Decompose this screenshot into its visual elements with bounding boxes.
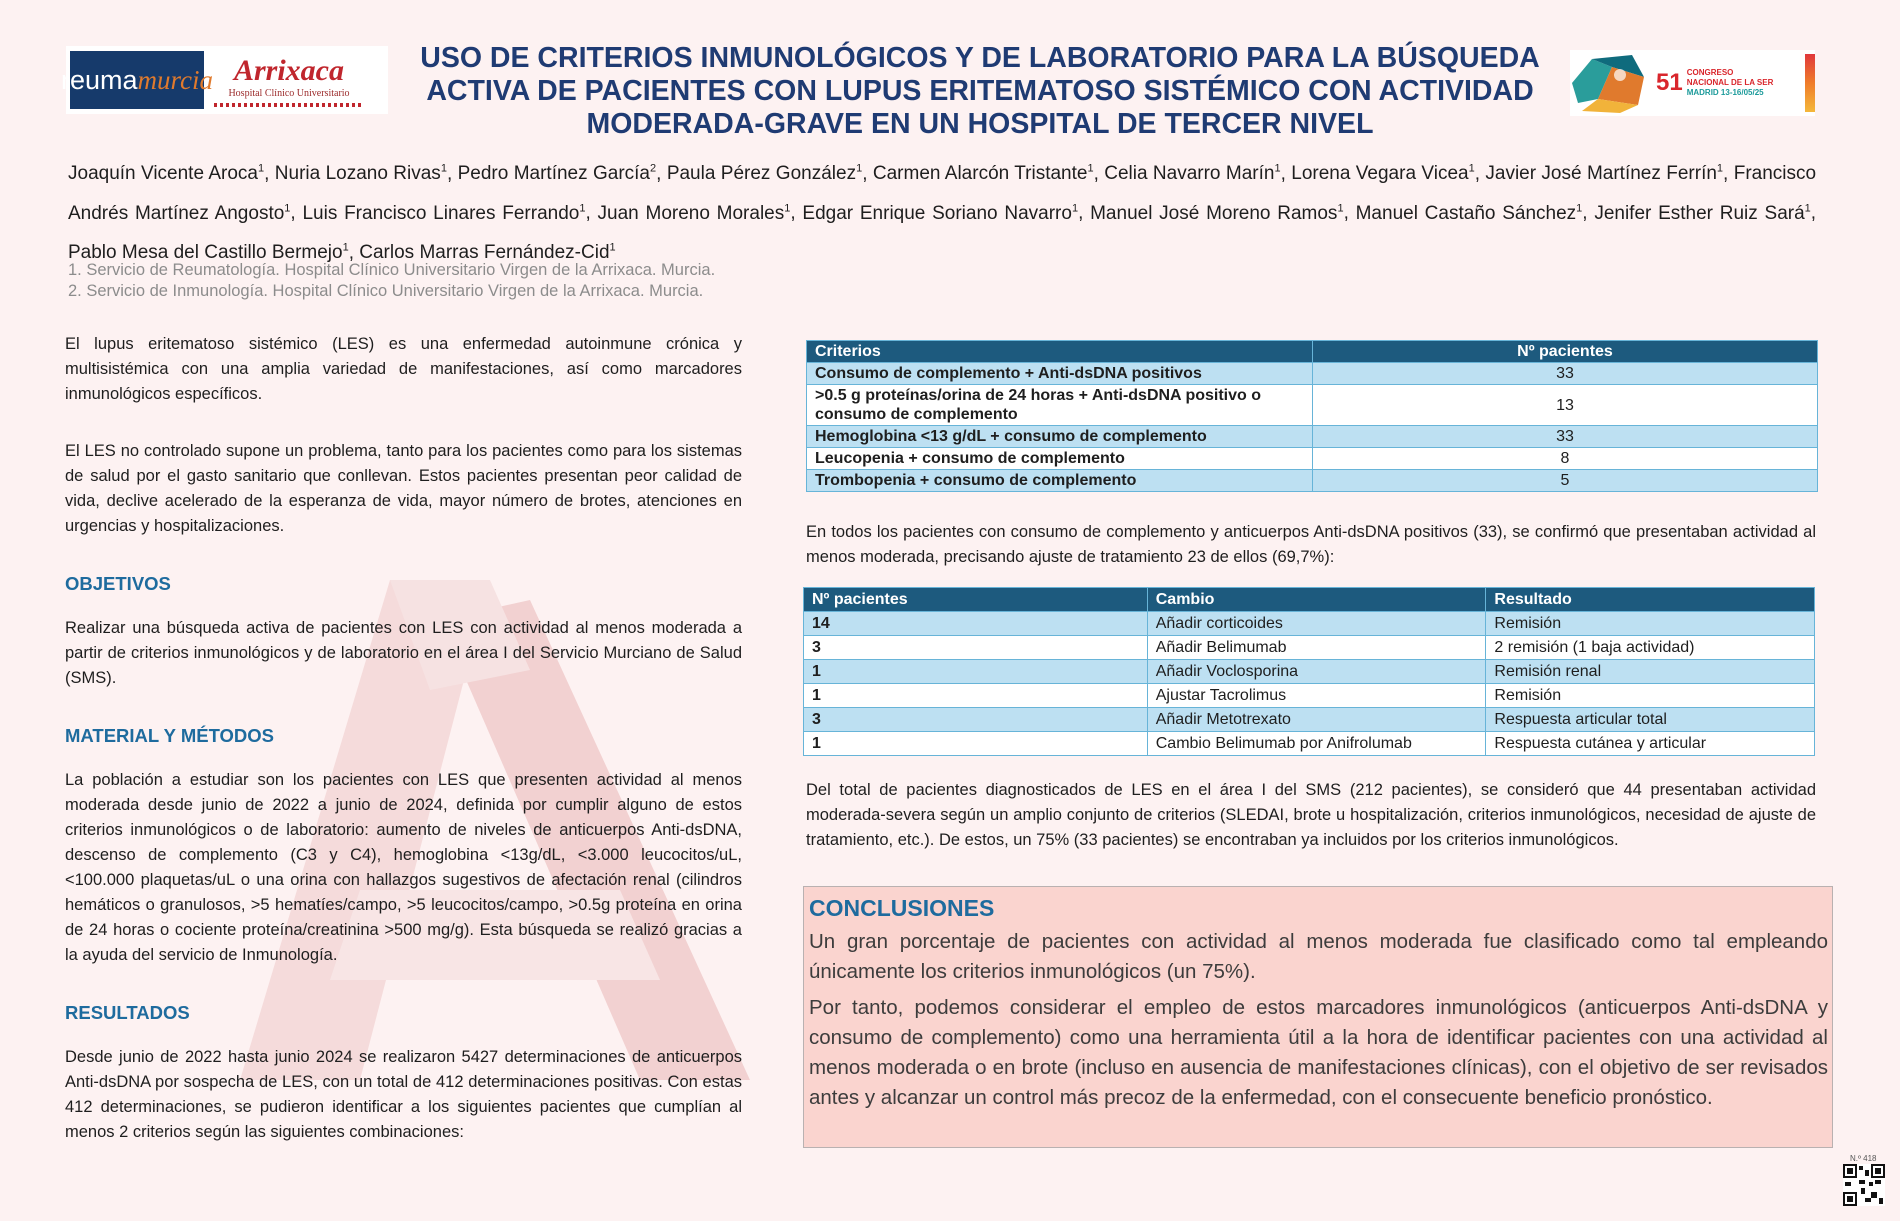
author-list: Joaquín Vicente Aroca$^1$, Nuria Lozano Rivas$^1$, Pedro Martínez García$^2$, Paula Pérez González$^1$, Carmen Alarcón Tristante$^1$, Celia Navarro Marín$^1$, Lorena Vegara Vicea$^1$, Javier José Martínez Ferrín$^1$, Francisco Andrés Martínez Angosto$^1$, Luis Francisco Linares Ferrando$^1$, Juan Moreno Morales$^1$, Edgar Enrique Soriano Navarro$^1$, Manuel José Moreno Ramos$^1$, Manuel Castaño Sánchez$^1$, Jenifer Esther Ruiz Sará$^1$, Pablo Mesa del Castillo Bermejo$^1$, Carlos Marras Fernández-Cid$^1$ bbox=[68, 163, 1817, 263]
author-name-text: Edgar Enrique Soriano Navarro bbox=[802, 202, 1072, 224]
author-affiliation-marker: 1 bbox=[1274, 163, 1281, 175]
patients-cell: 1 bbox=[804, 660, 1148, 684]
criteria-header-pacientes: Nº pacientes bbox=[1313, 341, 1818, 363]
author-name-text: Javier José Martínez Ferrín bbox=[1485, 163, 1717, 185]
author-affiliation-marker: 1 bbox=[609, 241, 616, 254]
author-name-text: Celia Navarro Marín bbox=[1104, 163, 1275, 185]
congress-emblem-icon bbox=[1572, 53, 1650, 113]
congress-line2: NACIONAL DE LA SER bbox=[1686, 78, 1774, 87]
table-row bbox=[807, 363, 1818, 385]
metodos-text: La población a estudiar son los pacientes con LES que presenten actividad al menos moderada desde junio de 2022 a junio de 2024, definida por cumplir alguno de estos criterios inmunológicos o de laboratorio: aumento de niveles de anticuerpos Anti-dsDNA, descenso de complemento (C3 y C4), hemoglobina <13g/dL, <3.000 leucocitos/uL, <100.000 plaquetas/uL o una orina con hallazgos sugestivos de afectación renal (cilindros hemáticos o granulosos, >5 hematíes/campo, >5 leucocitos/campo, >0.5g proteína en orina de 24 horas o cociente proteína/creatinina >500 mg/g). Esta búsqueda se realizó gracias a la ayuda del servicio de Inmunología. bbox=[65, 771, 742, 964]
author-name bbox=[873, 163, 1094, 184]
author-affiliation-marker: 1 bbox=[258, 163, 265, 175]
treatment-table bbox=[803, 587, 1815, 756]
author-name bbox=[1090, 203, 1343, 224]
author-affiliation-marker: 1 bbox=[1468, 163, 1475, 175]
criteria-table-header bbox=[807, 341, 1818, 363]
author-name-text: Lorena Vegara Vicea bbox=[1291, 163, 1469, 185]
institution-logos bbox=[60, 46, 388, 114]
criteria-cell: Trombopenia + consumo de complemento bbox=[807, 470, 1313, 492]
left-column bbox=[65, 332, 742, 1177]
author-affiliation-marker: 1 bbox=[856, 163, 863, 175]
author-name bbox=[275, 163, 447, 184]
criteria-cell: Leucopenia + consumo de complemento bbox=[807, 448, 1313, 470]
author-affiliation-marker: 1 bbox=[284, 202, 291, 215]
patients-cell: 3 bbox=[804, 636, 1148, 660]
arrixaca-logo bbox=[214, 54, 364, 107]
result-cell: Respuesta articular total bbox=[1486, 708, 1815, 732]
conclusions-paragraph-1: Un gran porcentaje de pacientes con actividad al menos moderada fue clasificado como tal empleando únicamente los criterios inmunológicos (un 75%). bbox=[809, 930, 1828, 983]
table-row bbox=[804, 708, 1815, 732]
author-name bbox=[1291, 163, 1474, 184]
patients-cell: 14 bbox=[804, 612, 1148, 636]
intro-paragraph-1: El lupus eritematoso sistémico (LES) es una enfermedad autoinmune crónica y multisistémica con una amplia variedad de manifestaciones, así como marcadores inmunológicos específicos. bbox=[65, 335, 742, 403]
criteria-cell: >0.5 g proteínas/orina de 24 horas + Anti-dsDNA positivo o consumo de complemento bbox=[807, 385, 1313, 426]
table-row bbox=[804, 612, 1815, 636]
reuma-logo-accent: murcia bbox=[137, 64, 214, 95]
result-cell: Remisión bbox=[1486, 612, 1815, 636]
congress-line1: CONGRESO bbox=[1686, 68, 1734, 77]
author-affiliation-marker: 1 bbox=[440, 163, 447, 175]
affiliation-1: 1. Servicio de Reumatología. Hospital Clínico Universitario Virgen de la Arrixaca. Murcia. bbox=[68, 261, 716, 279]
count-cell: 8 bbox=[1313, 448, 1818, 470]
affiliation-2: 2. Servicio de Inmunología. Hospital Clínico Universitario Virgen de la Arrixaca. Murcia. bbox=[68, 282, 704, 300]
treatment-header-cambio: Cambio bbox=[1147, 588, 1486, 612]
author-name bbox=[667, 163, 862, 184]
intro-paragraph-2: El LES no controlado supone un problema, tanto para los pacientes como para los sistemas de salud por el gasto sanitario que conllevan. Estos pacientes presentan peor calidad de vida, declive acelerado de la esperanza de vida, mayor número de brotes, atenciones en urgencias y hospitalizaciones. bbox=[65, 442, 742, 535]
results-paragraph-1: En todos los pacientes con consumo de complemento y anticuerpos Anti-dsDNA positivos (33), se confirmó que presentaban actividad al menos moderada, precisando ajuste de tratamiento 23 de ellos (69,7%): bbox=[806, 523, 1816, 566]
change-cell: Cambio Belimumab por Anifrolumab bbox=[1147, 732, 1486, 756]
objetivos-text: Realizar una búsqueda activa de pacientes con LES con actividad al menos moderada a partir de criterios inmunológicos y de laboratorio en el área I del Servicio Murciano de Salud (SMS). bbox=[65, 619, 742, 687]
author-affiliation-marker: 1 bbox=[342, 241, 349, 254]
author-name-text: Joaquín Vicente Aroca bbox=[68, 163, 258, 185]
results-paragraph-2: Del total de pacientes diagnosticados de LES en el área I del SMS (212 pacientes), se consideró que 44 presentaban actividad moderada-severa según un amplio conjunto de criterios (SLEDAI, brote u hospitalización, criterios inmunológicos, necesidad de ajuste de tratamiento, etc.). De estos, un 75% (33 pacientes) se encontraban ya incluidos por los criterios inmunológicos. bbox=[806, 781, 1816, 849]
count-cell: 5 bbox=[1313, 470, 1818, 492]
author-name bbox=[68, 163, 264, 184]
change-cell: Añadir corticoides bbox=[1147, 612, 1486, 636]
author-name-text: Francisco Andrés Martínez Angosto bbox=[68, 163, 1817, 224]
criteria-table bbox=[806, 340, 1818, 492]
table-row bbox=[807, 426, 1818, 448]
author-name bbox=[802, 203, 1078, 224]
reuma-logo-text: reuma bbox=[60, 64, 138, 95]
criteria-header-criterios: Criterios bbox=[807, 341, 1313, 363]
count-cell: 33 bbox=[1313, 426, 1818, 448]
resultados-text: Desde junio de 2022 hasta junio 2024 se realizaron 5427 determinaciones de anticuerpos Anti-dsDNA por sospecha de LES, con un total de 412 determinaciones positivas. Con estas 412 determinaciones, se pudieron identificar a los siguientes pacientes que cumplían al menos 2 criterios según las siguientes combinaciones: bbox=[65, 1048, 742, 1141]
author-name bbox=[598, 203, 791, 224]
criteria-cell: Consumo de complemento + Anti-dsDNA positivos bbox=[807, 363, 1313, 385]
congress-logo-edge bbox=[1805, 54, 1815, 112]
table-row bbox=[804, 684, 1815, 708]
metodos-heading: MATERIAL Y MÉTODOS bbox=[65, 725, 275, 746]
patients-cell: 1 bbox=[804, 684, 1148, 708]
poster-number: N.º 418 bbox=[1850, 1154, 1877, 1163]
patients-cell: 3 bbox=[804, 708, 1148, 732]
conclusions-heading: CONCLUSIONES bbox=[809, 895, 995, 921]
table-row bbox=[807, 385, 1818, 426]
reuma-murcia-logo bbox=[60, 51, 214, 109]
conclusions-paragraph-2: Por tanto, podemos considerar el empleo de estos marcadores inmunológicos (anticuerpos Anti-dsDNA y consumo de complemento) como una herramienta útil a la hora de identificar pacientes con una actividad al menos moderada o en brote (incluso en ausencia de manifestaciones clínicas), con el objetivo de ser revisados antes y alcanzar un control más precoz de la enfermedad, con el consecuente beneficio pronóstico. bbox=[809, 996, 1828, 1109]
author-name bbox=[1104, 163, 1280, 184]
result-cell: Respuesta cutánea y articular bbox=[1486, 732, 1815, 756]
congress-logo bbox=[1570, 50, 1815, 116]
result-cell: Remisión renal bbox=[1486, 660, 1815, 684]
author-name-text: Juan Moreno Morales bbox=[597, 202, 785, 224]
author-affiliation-marker: 1 bbox=[1576, 202, 1583, 215]
change-cell: Ajustar Tacrolimus bbox=[1147, 684, 1486, 708]
criteria-cell: Hemoglobina <13 g/dL + consumo de complemento bbox=[807, 426, 1313, 448]
result-cell: 2 remisión (1 baja actividad) bbox=[1486, 636, 1815, 660]
affiliations bbox=[68, 260, 715, 302]
objetivos-heading: OBJETIVOS bbox=[65, 573, 171, 594]
author-affiliation-marker: 1 bbox=[1087, 163, 1094, 175]
author-name bbox=[458, 163, 657, 184]
author-name-text: Paula Pérez González bbox=[666, 163, 857, 185]
change-cell: Añadir Belimumab bbox=[1147, 636, 1486, 660]
author-name bbox=[1594, 203, 1810, 224]
congress-number: 51 bbox=[1656, 69, 1683, 96]
author-affiliation-marker: 1 bbox=[784, 202, 791, 215]
qr-code-icon[interactable] bbox=[1843, 1164, 1885, 1206]
author-name-text: Jenifer Esther Ruiz Sará bbox=[1594, 202, 1805, 224]
author-name-text: Luis Francisco Linares Ferrando bbox=[302, 202, 580, 224]
change-cell: Añadir Voclosporina bbox=[1147, 660, 1486, 684]
poster-title: USO DE CRITERIOS INMUNOLÓGICOS Y DE LABORATORIO PARA LA BÚSQUEDA ACTIVA DE PACIENTES CON LUPUS ERITEMATOSO SISTÉMICO CON ACTIVIDAD MODERADA-GRAVE EN UN HOSPITAL DE TERCER NIVEL bbox=[420, 42, 1540, 140]
author-affiliation-marker: 2 bbox=[650, 163, 657, 175]
count-cell: 13 bbox=[1313, 385, 1818, 426]
author-name-text: Carlos Marras Fernández-Cid bbox=[359, 241, 610, 263]
author-affiliation-marker: 1 bbox=[1071, 202, 1079, 215]
arrixaca-logo-subtitle: Hospital Clínico Universitario bbox=[228, 87, 350, 99]
author-name-text: Manuel José Moreno Ramos bbox=[1090, 202, 1338, 224]
author-name bbox=[1356, 203, 1583, 224]
author-affiliation-marker: 1 bbox=[1804, 202, 1811, 215]
result-cell: Remisión bbox=[1486, 684, 1815, 708]
author-name bbox=[1485, 163, 1723, 184]
author-affiliation-marker: 1 bbox=[1716, 163, 1724, 175]
table-row bbox=[807, 448, 1818, 470]
resultados-heading: RESULTADOS bbox=[65, 1002, 190, 1023]
author-affiliation-marker: 1 bbox=[1337, 202, 1344, 215]
author-name-text: Pedro Martínez García bbox=[457, 163, 651, 185]
table-row bbox=[804, 660, 1815, 684]
patients-cell: 1 bbox=[804, 732, 1148, 756]
conclusions-box bbox=[803, 886, 1833, 1148]
author-name bbox=[302, 203, 585, 224]
author-name-text: Pablo Mesa del Castillo Bermejo bbox=[68, 241, 343, 263]
table-row bbox=[807, 470, 1818, 492]
arrixaca-logo-name: Arrixaca bbox=[233, 53, 344, 87]
table-row bbox=[804, 636, 1815, 660]
congress-line3: MADRID 13-16/05/25 bbox=[1686, 88, 1764, 97]
author-name-text: Carmen Alarcón Tristante bbox=[872, 163, 1088, 185]
table-row bbox=[804, 732, 1815, 756]
author-name-text: Manuel Castaño Sánchez bbox=[1355, 202, 1577, 224]
arrixaca-logo-dots bbox=[214, 103, 364, 107]
count-cell: 33 bbox=[1313, 363, 1818, 385]
author-affiliation-marker: 1 bbox=[579, 202, 586, 215]
treatment-header-pacientes: Nº pacientes bbox=[804, 588, 1148, 612]
change-cell: Añadir Metotrexato bbox=[1147, 708, 1486, 732]
author-name-text: Nuria Lozano Rivas bbox=[274, 163, 441, 185]
treatment-table-header bbox=[804, 588, 1815, 612]
treatment-header-resultado: Resultado bbox=[1486, 588, 1815, 612]
